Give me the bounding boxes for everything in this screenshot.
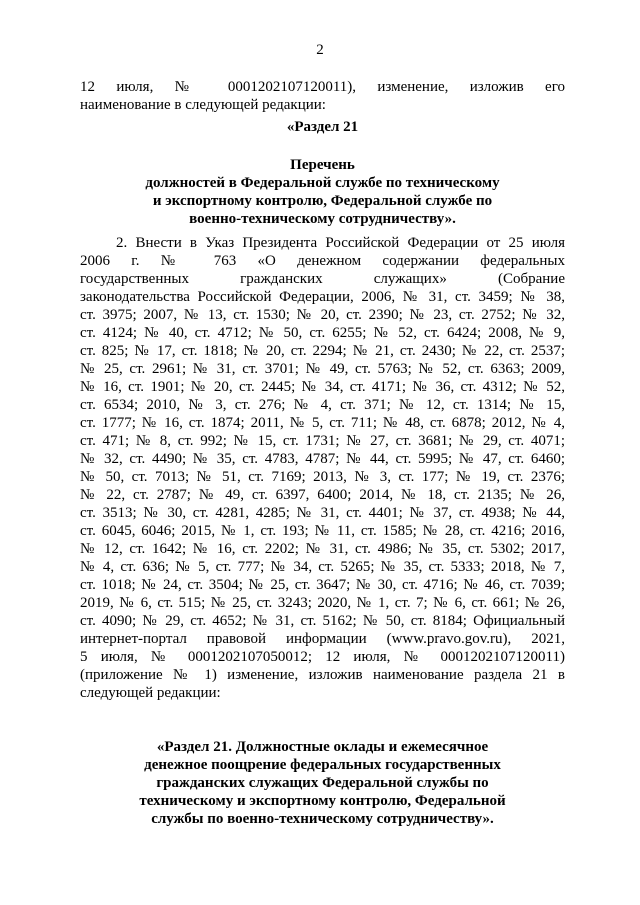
page-number: 2 xyxy=(316,42,324,58)
section-heading: «Раздел 21 xyxy=(286,119,359,135)
closing-heading-line: денежное поощрение федеральных государственных xyxy=(144,757,501,773)
intro-line: 12 июля, № 0001202107120011), изменение, изложив его xyxy=(80,79,565,95)
list-title-line: военно-техническому сотрудничеству». xyxy=(189,211,456,227)
body-line: ст. 1018; № 24, ст. 3504; № 25, ст. 3647; № 30, ст. 4716; № 46, ст. 7039; xyxy=(80,577,565,593)
body-line: ст. 1777; № 16, ст. 1874; 2011, № 5, ст. 711; № 48, ст. 6878; 2012, № 4, xyxy=(80,415,565,431)
intro-line: наименование в следующей редакции: xyxy=(80,97,326,113)
closing-heading xyxy=(80,738,565,828)
body-line: № 50, ст. 7013; № 51, ст. 7169; 2013, № 3, ст. 177; № 19, ст. 2376; xyxy=(80,469,565,485)
body-line: ст. 471; № 8, ст. 992; № 15, ст. 1731; № 27, ст. 3681; № 29, ст. 4071; xyxy=(80,433,565,449)
body-line: 2019, № 6, ст. 515; № 25, ст. 3243; 2020, № 1, ст. 7; № 6, ст. 661; № 26, xyxy=(80,595,565,611)
body-line: ст. 3513; № 30, ст. 4281, 4285; № 31, ст. 4401; № 37, ст. 4938; № 44, xyxy=(80,505,565,521)
closing-heading-line: техническому и экспортному контролю, Федеральной xyxy=(139,793,506,809)
body-line: 2006 г. № 763 «О денежном содержании федеральных xyxy=(80,253,565,269)
body-line: № 12, ст. 1642; № 16, ст. 2202; № 31, ст. 4986; № 35, ст. 5302; 2017, xyxy=(80,541,565,557)
body-line: ст. 4124; № 40, ст. 4712; № 50, ст. 6255; № 52, ст. 6424; 2008, № 9, xyxy=(80,325,565,341)
body-line: № 22, ст. 2787; № 49, ст. 6397, 6400; 2014, № 18, ст. 2135; № 26, xyxy=(80,487,565,503)
body-line: № 32, ст. 4490; № 35, ст. 4783, 4787; № 44, ст. 5995; № 47, ст. 6460; xyxy=(80,451,565,467)
body-line: 2. Внести в Указ Президента Российской Федерации от 25 июля xyxy=(116,235,565,251)
list-title-line: и экспортному контролю, Федеральной службе по xyxy=(152,193,493,209)
list-title xyxy=(80,156,565,228)
body-line: ст. 825; № 17, ст. 1818; № 20, ст. 2294; № 21, ст. 2430; № 22, ст. 2537; xyxy=(80,343,565,359)
body-line: № 16, ст. 1901; № 20, ст. 2445; № 34, ст. 4171; № 36, ст. 4312; № 52, xyxy=(80,379,565,395)
body-line: ст. 3975; 2007, № 13, ст. 1530; № 20, ст. 2390; № 23, ст. 2752; № 32, xyxy=(80,307,565,323)
body-line: (приложение № 1) изменение, изложив наименование раздела 21 в xyxy=(80,667,565,683)
body-line: законодательства Российской Федерации, 2006, № 31, ст. 3459; № 38, xyxy=(80,289,565,305)
intro-paragraph xyxy=(80,78,565,114)
body-line: № 25, ст. 2961; № 31, ст. 3701; № 49, ст. 5763; № 52, ст. 6363; 2009, xyxy=(80,361,565,377)
body-line: ст. 6045, 6046; 2015, № 1, ст. 193; № 11, ст. 1585; № 28, ст. 4216; 2016, xyxy=(80,523,565,539)
body-paragraph xyxy=(80,234,565,702)
body-line: ст. 4090; № 29, ст. 4652; № 31, ст. 5162; № 50, ст. 8184; Официальный xyxy=(80,613,565,629)
body-line: ст. 6534; 2010, № 3, ст. 276; № 4, ст. 371; № 12, ст. 1314; № 15, xyxy=(80,397,565,413)
closing-heading-line: «Раздел 21. Должностные оклады и ежемесячное xyxy=(156,739,489,755)
closing-heading-line: гражданских служащих Федеральной службы по xyxy=(156,775,489,791)
list-title-line: Перечень xyxy=(290,157,355,173)
body-line: 5 июля, № 0001202107050012; 12 июля, № 0001202107120011) xyxy=(80,649,565,665)
list-title-line: должностей в Федеральной службе по техническому xyxy=(145,175,500,191)
closing-heading-line: службы по военно-техническому сотрудничеству». xyxy=(151,811,494,827)
body-line: следующей редакции: xyxy=(80,685,221,701)
body-line: государственных гражданских служащих» (Собрание xyxy=(80,271,565,287)
body-line: интернет-портал правовой информации (www.pravo.gov.ru), 2021, xyxy=(80,631,565,647)
body-line: № 4, ст. 636; № 5, ст. 777; № 34, ст. 5265; № 35, ст. 5333; 2018, № 7, xyxy=(80,559,565,575)
